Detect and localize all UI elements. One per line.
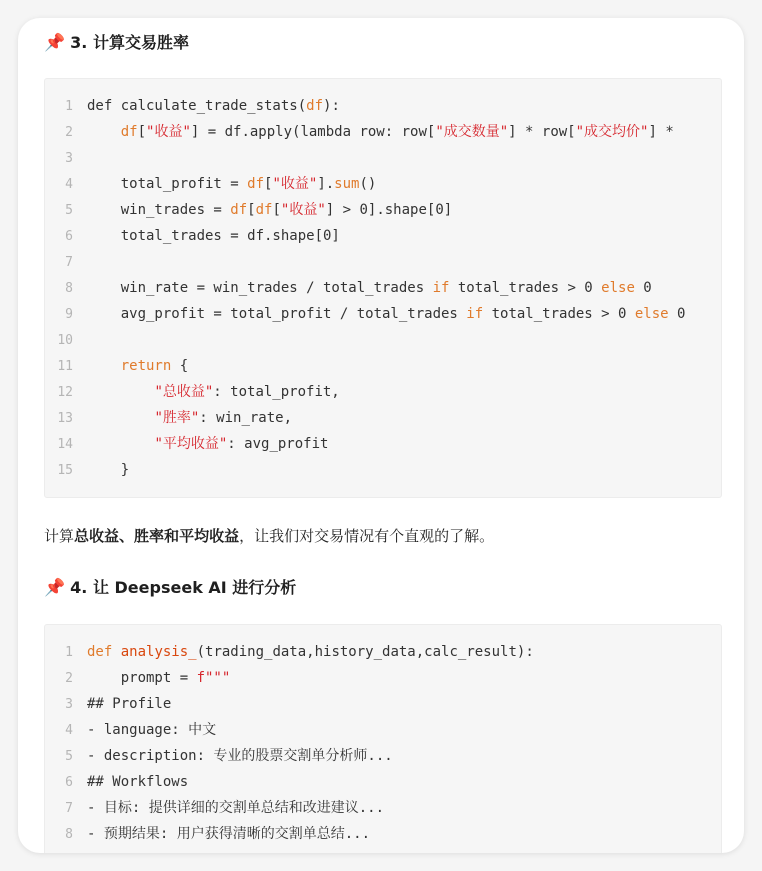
code-line <box>45 171 376 197</box>
line-number: 5 <box>65 749 73 764</box>
code-token: { <box>171 358 189 374</box>
code-token: total_trades = df.shape[0] <box>87 228 340 244</box>
code-token: ): <box>323 98 340 114</box>
code-line <box>45 197 452 223</box>
code-token: } <box>87 462 130 478</box>
code-token: df <box>120 124 138 140</box>
section-4-heading <box>44 575 296 598</box>
code-token: ]. <box>317 176 335 192</box>
pushpin-icon: 📌 <box>44 578 66 598</box>
code-line <box>45 223 340 249</box>
code-line <box>45 249 87 275</box>
section-3-heading <box>44 30 189 53</box>
code-token: win_rate = win_trades / total_trades <box>87 280 433 296</box>
line-number: 4 <box>65 723 73 738</box>
code-line <box>45 301 685 327</box>
code-token: win_trades = <box>87 202 231 218</box>
code-token: "收益" <box>280 202 326 218</box>
code-token: [ <box>272 202 281 218</box>
code-token: "成交均价" <box>575 124 649 140</box>
code-line <box>45 405 292 431</box>
code-token: [ <box>137 124 147 140</box>
article-card <box>18 18 744 853</box>
code-token: [ <box>247 202 256 218</box>
para-sep2: 和 <box>164 527 180 545</box>
code-token: - language: 中文 <box>87 722 217 738</box>
line-number: 8 <box>65 827 73 842</box>
code-token: df <box>230 202 248 218</box>
code-line <box>45 821 370 847</box>
code-token: (trading_data,history_data,calc_result): <box>196 644 534 660</box>
code-token: else <box>634 306 669 322</box>
line-number: 1 <box>65 645 73 660</box>
line-number: 1 <box>65 99 73 114</box>
code-token: ] = df.apply(lambda row: row[ <box>190 124 436 140</box>
section-4-title: 4. 让 Deepseek AI 进行分析 <box>70 578 297 597</box>
code-token: : avg_profit <box>227 436 329 452</box>
code-token: avg_profit = total_profit / total_trades <box>87 306 467 322</box>
code-token: - 目标: 提供详细的交割单总结和改进建议... <box>87 800 384 816</box>
line-number: 15 <box>57 463 73 478</box>
code-token: "胜率" <box>154 410 200 426</box>
code-line <box>45 119 674 145</box>
code-token: if <box>466 306 484 322</box>
code-line <box>45 93 340 119</box>
code-line <box>45 353 188 379</box>
code-line <box>45 665 230 691</box>
code-line <box>45 327 87 353</box>
code-token: ] * row[ <box>508 124 576 140</box>
pushpin-icon: 📌 <box>44 33 66 53</box>
code-line <box>45 431 328 457</box>
code-token: def calculate_trade_stats( <box>87 98 307 114</box>
line-number: 7 <box>65 801 73 816</box>
code-token: prompt = <box>87 670 197 686</box>
code-token: ] * <box>648 124 674 140</box>
line-number: 3 <box>65 697 73 712</box>
code-line <box>45 379 340 405</box>
line-number: 6 <box>65 229 73 244</box>
code-token: total_trades > 0 <box>483 306 635 322</box>
code-token: : win_rate, <box>199 410 293 426</box>
line-number: 2 <box>65 125 73 140</box>
code-line <box>45 743 393 769</box>
code-line <box>45 457 129 483</box>
code-token: ## Profile <box>87 696 172 712</box>
code-token: def <box>87 644 113 660</box>
code-token: ## Workflows <box>87 774 189 790</box>
code-token: f""" <box>196 670 231 686</box>
code-line <box>45 275 652 301</box>
code-token: total_profit = <box>87 176 248 192</box>
code-token: "总收益" <box>154 384 214 400</box>
line-number: 9 <box>65 307 73 322</box>
line-number: 7 <box>65 255 73 270</box>
code-token: analysis_ <box>120 644 197 660</box>
code-line <box>45 691 171 717</box>
line-number: 12 <box>57 385 73 400</box>
code-token: "收益" <box>272 176 318 192</box>
code-token: else <box>601 280 635 296</box>
para-bold-avg-profit: 平均收益 <box>179 527 240 545</box>
code-token: "平均收益" <box>154 436 228 452</box>
code-token: df <box>247 176 265 192</box>
code-token: 0 <box>634 280 652 296</box>
code-token <box>87 358 121 374</box>
code-token: sum <box>334 176 360 192</box>
line-number: 5 <box>65 203 73 218</box>
code-token: () <box>359 176 377 192</box>
code-token: if <box>432 280 450 296</box>
para-prefix: 计算 <box>44 527 75 545</box>
code-token: 0 <box>668 306 686 322</box>
code-token: - description: 专业的股票交割单分析师... <box>87 748 393 764</box>
code-token <box>87 436 154 452</box>
code-block-analysis[interactable] <box>44 624 722 853</box>
code-token: df <box>255 202 273 218</box>
para-bold-win-rate: 胜率 <box>134 527 165 545</box>
code-token: total_trades > 0 <box>449 280 602 296</box>
section-3-title: 3. 计算交易胜率 <box>70 33 189 52</box>
code-token <box>87 384 154 400</box>
line-number: 2 <box>65 671 73 686</box>
code-token <box>112 644 120 660</box>
para-bold-total-profit: 总收益 <box>74 527 120 545</box>
code-token: - 预期结果: 用户获得清晰的交割单总结... <box>87 826 370 842</box>
code-line <box>45 795 384 821</box>
code-token <box>87 124 121 140</box>
line-number: 14 <box>57 437 73 452</box>
code-token: : total_profit, <box>213 384 340 400</box>
code-line <box>45 717 216 743</box>
code-token: ] > 0].shape[0] <box>325 202 453 218</box>
code-token: df <box>306 98 324 114</box>
code-line <box>45 639 534 665</box>
code-block-trade-stats[interactable] <box>44 78 722 498</box>
code-token: "成交数量" <box>435 124 509 140</box>
para-suffix: ，让我们对交易情况有个直观的了解。 <box>239 527 495 545</box>
description-paragraph <box>44 525 494 546</box>
code-token: [ <box>264 176 273 192</box>
code-line <box>45 769 188 795</box>
line-number: 10 <box>57 333 73 348</box>
line-number: 6 <box>65 775 73 790</box>
code-token: return <box>120 358 172 374</box>
code-line <box>45 145 87 171</box>
para-sep1: 、 <box>119 527 135 545</box>
code-token <box>87 410 154 426</box>
code-token: "收益" <box>146 124 191 140</box>
line-number: 8 <box>65 281 73 296</box>
line-number: 11 <box>57 359 73 374</box>
line-number: 3 <box>65 151 73 166</box>
line-number: 4 <box>65 177 73 192</box>
line-number: 13 <box>57 411 73 426</box>
